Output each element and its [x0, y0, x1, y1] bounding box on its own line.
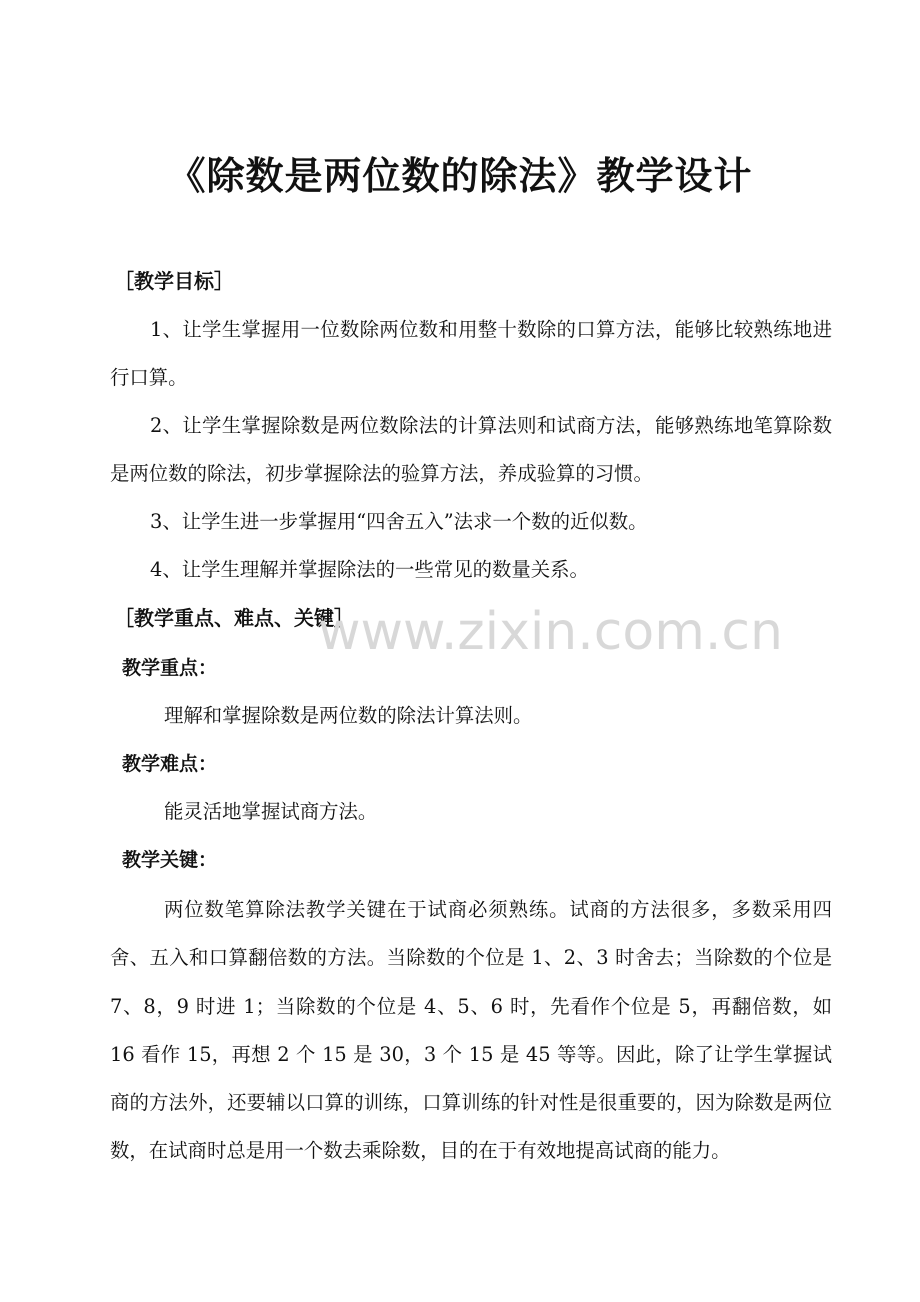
objective-item-3: 3、让学生进一步掌握用“四舍五入”法求一个数的近似数。: [150, 510, 648, 533]
key-label: 教学关键：: [122, 849, 218, 871]
objective-item-2: 2、让学生掌握除数是两位数除法的计算法则和试商方法，能够熟练地笔算除数是两位数的除法，初步掌握除法的验算方法，养成验算的习惯。: [110, 414, 832, 485]
document-title: 《除数是两位数的除法》教学设计: [167, 154, 753, 198]
objectives-heading: ［教学目标］: [114, 269, 234, 293]
objective-item-4: 4、让学生理解并掌握除法的一些常见的数量关系。: [150, 558, 589, 581]
focus-label: 教学重点：: [122, 657, 218, 679]
objective-item-1: 1、让学生掌握用一位数除两位数和用整十数除的口算方法，能够比较熟练地进行口算。: [110, 318, 832, 389]
focus-text: 理解和掌握除数是两位数的除法计算法则。: [164, 704, 533, 727]
difficulty-label: 教学难点：: [122, 753, 218, 775]
difficulty-text: 能灵活地掌握试商方法。: [164, 800, 378, 823]
watermark: www.zixin.com.cn: [318, 602, 783, 662]
key-text: 两位数笔算除法教学关键在于试商必须熟练。试商的方法很多，多数采用四舍、五入和口算翻倍数的方法。当除数的个位是 1、2、3 时舍去；当除数的个位是 7、8，9 时进 1；当除数的个位是 4、5、6 时，先看作个位是 5，再翻倍数，如 16 看作 15，再想 2 个 15 是 30，3 个 15 是 45 等等。因此，除了让学生掌握试商的方法外，还要辅以口算的训练，口算训练的针对性是很重要的，因为除数是两位数，在试商时总是用一个数去乘除数，目的在于有效地提高试商的能力。: [110, 898, 832, 1163]
key-points-heading: ［教学重点、难点、关键］: [114, 606, 354, 630]
